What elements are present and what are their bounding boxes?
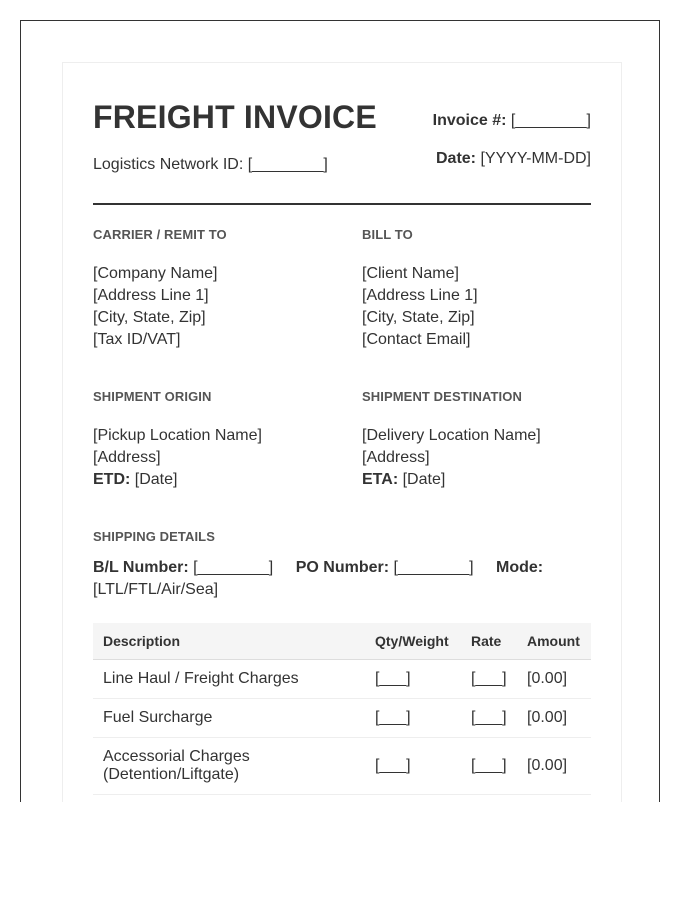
row-rate: [___] — [461, 738, 517, 795]
invoice-number-label: Invoice #: — [432, 112, 507, 129]
row-rate: [___] — [461, 660, 517, 699]
shipment-section — [93, 389, 591, 491]
invoice-header — [93, 97, 591, 205]
carrier-address: [Address Line 1] — [93, 287, 209, 304]
row-qty-weight: [___] — [365, 699, 461, 738]
shipping-details-label: SHIPPING DETAILS — [93, 529, 215, 544]
po-number-value: [________] — [393, 559, 474, 576]
invoice-number — [433, 111, 591, 131]
row-description: Fuel Surcharge — [93, 699, 365, 738]
header-qty-weight: Qty/Weight — [365, 623, 461, 660]
shipping-details — [93, 557, 591, 601]
origin-block — [93, 389, 362, 491]
row-amount: [0.00] — [517, 660, 591, 699]
etd-label: ETD: — [93, 471, 131, 488]
page-frame — [20, 20, 660, 802]
shipping-details-section — [93, 529, 591, 601]
table-row — [93, 699, 591, 738]
invoice-date — [436, 149, 591, 169]
table-row — [93, 660, 591, 699]
po-number-label: PO Number: — [295, 559, 390, 576]
bl-number-label: B/L Number: — [93, 559, 189, 576]
row-rate: [___] — [461, 699, 517, 738]
row-description-line-1: Accessorial Charges — [103, 748, 250, 765]
carrier-label: CARRIER / REMIT TO — [93, 227, 227, 242]
invoice-date-label: Date: — [436, 150, 477, 167]
bl-number-value: [________] — [193, 559, 274, 576]
destination-eta — [362, 469, 591, 491]
mode-label: Mode: — [496, 559, 544, 576]
network-id-value: [________] — [247, 156, 328, 173]
invoice-content — [93, 97, 591, 795]
parties-section — [93, 227, 591, 351]
logistics-network-id — [93, 155, 328, 175]
bill-to-client: [Client Name] — [362, 265, 459, 282]
row-amount: [0.00] — [517, 699, 591, 738]
carrier-block — [93, 227, 362, 351]
carrier-city: [City, State, Zip] — [93, 309, 206, 326]
po-number — [296, 559, 474, 576]
carrier-company: [Company Name] — [93, 265, 218, 282]
destination-block — [362, 389, 591, 491]
header-description: Description — [93, 623, 365, 660]
origin-location: [Pickup Location Name] — [93, 427, 262, 444]
carrier-tax-id: [Tax ID/VAT] — [93, 331, 181, 348]
bill-to-block — [362, 227, 591, 351]
bl-number — [93, 559, 273, 576]
table-row — [93, 738, 591, 795]
row-amount: [0.00] — [517, 738, 591, 795]
eta-label: ETA: — [362, 471, 399, 488]
table-header-row — [93, 623, 591, 660]
origin-label: SHIPMENT ORIGIN — [93, 389, 212, 404]
invoice-paper — [62, 62, 622, 802]
bill-to-address: [Address Line 1] — [362, 287, 478, 304]
bill-to-city: [City, State, Zip] — [362, 309, 475, 326]
origin-address: [Address] — [93, 449, 161, 466]
invoice-date-value: [YYYY-MM-DD] — [480, 150, 591, 167]
row-qty-weight: [___] — [365, 738, 461, 795]
destination-location: [Delivery Location Name] — [362, 427, 541, 444]
header-rate: Rate — [461, 623, 517, 660]
charges-table — [93, 623, 591, 795]
row-description-line-2: (Detention/Liftgate) — [103, 766, 240, 783]
mode-value: [LTL/FTL/Air/Sea] — [93, 581, 219, 598]
bill-to-email: [Contact Email] — [362, 331, 471, 348]
network-id-label: Logistics Network ID: — [93, 156, 244, 173]
invoice-number-value: [________] — [510, 112, 591, 129]
row-qty-weight: [___] — [365, 660, 461, 699]
destination-label: SHIPMENT DESTINATION — [362, 389, 522, 404]
row-description — [93, 738, 365, 795]
bill-to-label: BILL TO — [362, 227, 413, 242]
header-amount: Amount — [517, 623, 591, 660]
invoice-title: FREIGHT INVOICE — [93, 99, 377, 135]
origin-etd — [93, 469, 362, 491]
etd-value: [Date] — [134, 471, 178, 488]
destination-address: [Address] — [362, 449, 430, 466]
eta-value: [Date] — [402, 471, 446, 488]
row-description: Line Haul / Freight Charges — [93, 660, 365, 699]
